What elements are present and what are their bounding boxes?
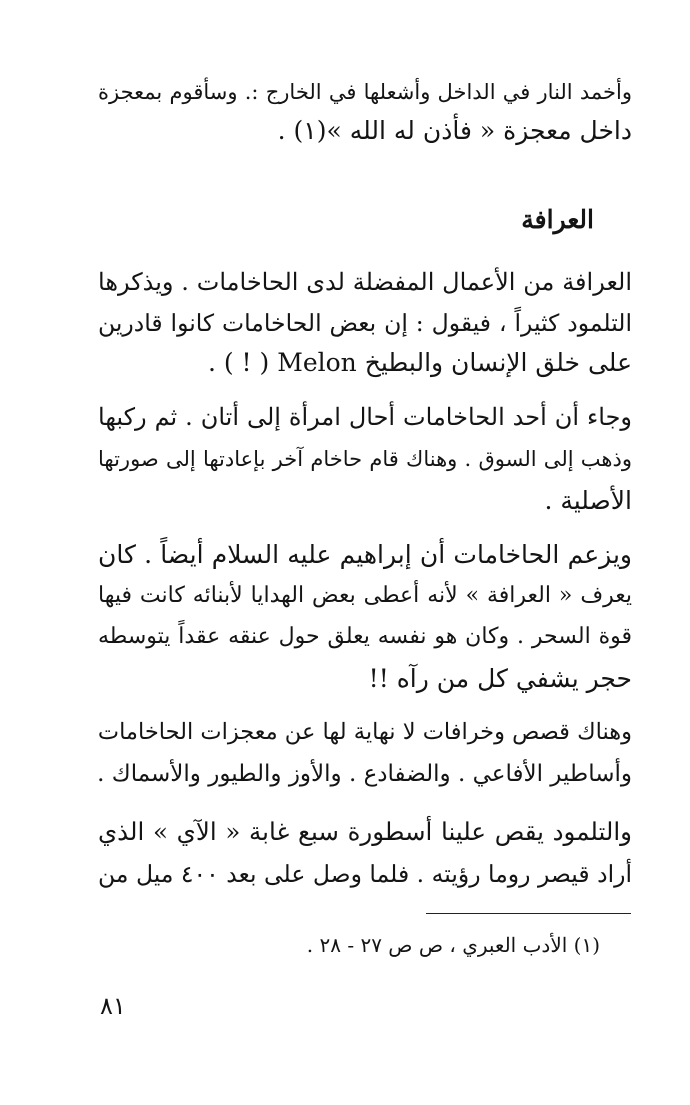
text-line: أراد قيصر روما رؤيته . فلما وصل على بعد ٤٠٠ ميل من bbox=[98, 860, 632, 888]
text-line: يعرف « العرافة » لأنه أعطى بعض الهدايا لأبنائه كانت فيها bbox=[98, 583, 632, 608]
text-line: والتلمود يقص علينا أسطورة سبع غابة « الآي » الذي bbox=[98, 817, 632, 846]
text-line: وجاء أن أحد الحاخامات أحال امرأة إلى أتان . ثم ركبها bbox=[98, 403, 632, 431]
text-line: حجر يشفي كل من رآه !! bbox=[368, 664, 632, 693]
text-line: داخل معجزة « فأذن له الله »(١) . bbox=[277, 116, 632, 145]
text-line: قوة السحر . وكان هو نفسه يعلق حول عنقه عقداً يتوسطه bbox=[98, 624, 632, 649]
text-line: وأساطير الأفاعي . والضفادع . والأوز والطيور والأسماك . bbox=[97, 761, 632, 787]
text-line: وذهب إلى السوق . وهناك قام حاخام آخر بإعادتها إلى صورتها bbox=[98, 447, 632, 471]
footnote-divider bbox=[426, 913, 631, 914]
text-line: العرافة من الأعمال المفضلة لدى الحاخامات . ويذكرها bbox=[98, 268, 632, 296]
page-number: ٨١ bbox=[100, 992, 126, 1020]
text-line: وهناك قصص وخرافات لا نهاية لها عن معجزات الحاخامات bbox=[97, 719, 632, 745]
text-line: الأصلية . bbox=[544, 486, 632, 515]
footnote: (١) الأدب العبري ، ص ص ٢٧ - ٢٨ . bbox=[306, 933, 600, 957]
text-line: التلمود كثيراً ، فيقول : إن بعض الحاخامات كانوا قادرين bbox=[98, 309, 632, 337]
text-line: وأخمد النار في الداخل وأشعلها في الخارج :. وسأقوم بمعجزة bbox=[98, 80, 632, 104]
text-line: ويزعم الحاخامات أن إبراهيم عليه السلام أيضاً . كان bbox=[98, 540, 632, 569]
section-heading: العرافة bbox=[521, 205, 594, 234]
text-line: على خلق الإنسان والبطيخ Melon ( ! ) . bbox=[207, 348, 632, 377]
